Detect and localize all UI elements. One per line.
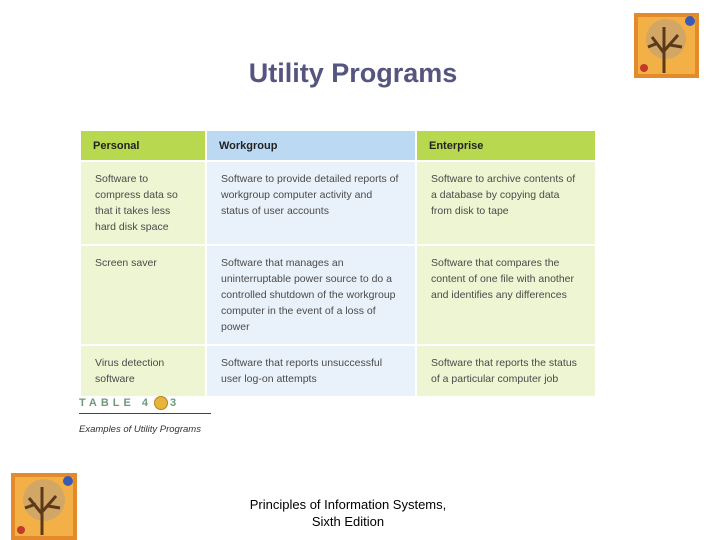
table-cell: Software that manages an uninterruptable power source to do a controlled shutdown of the workgroup computer in the event of a loss of power	[207, 246, 415, 344]
footer-line: Principles of Information Systems,	[249, 497, 447, 512]
table-number: TABLE 4 3	[79, 396, 181, 409]
utility-programs-table	[79, 129, 597, 398]
table-description: Examples of Utility Programs	[79, 424, 201, 435]
table-cell: Virus detection software	[81, 346, 205, 396]
table-row	[81, 162, 595, 244]
table-row	[81, 346, 595, 396]
table-cell: Software to archive contents of a database by copying data from disk to tape	[417, 162, 595, 244]
table-cell: Software that reports the status of a particular computer job	[417, 346, 595, 396]
caption-divider	[79, 413, 211, 414]
column-header-workgroup: Workgroup	[207, 131, 415, 160]
table-cell: Software that reports unsuccessful user log-on attempts	[207, 346, 415, 396]
table-row	[81, 246, 595, 344]
tree-logo-icon	[11, 473, 77, 540]
bullet-icon	[154, 396, 168, 410]
footer-text	[232, 496, 464, 530]
slide-title: Utility Programs	[248, 58, 458, 88]
table-cell: Software to compress data so that it takes less hard disk space	[81, 162, 205, 244]
tree-logo-icon	[634, 13, 699, 78]
table-cell: Software that compares the content of one file with another and identifies any differences	[417, 246, 595, 344]
table-cell: Screen saver	[81, 246, 205, 344]
table-cell: Software to provide detailed reports of workgroup computer activity and status of user accounts	[207, 162, 415, 244]
table-header-row	[81, 131, 595, 160]
footer-line: Sixth Edition	[311, 514, 385, 529]
column-header-enterprise: Enterprise	[417, 131, 595, 160]
column-header-personal: Personal	[81, 131, 205, 160]
table-caption	[79, 396, 214, 435]
